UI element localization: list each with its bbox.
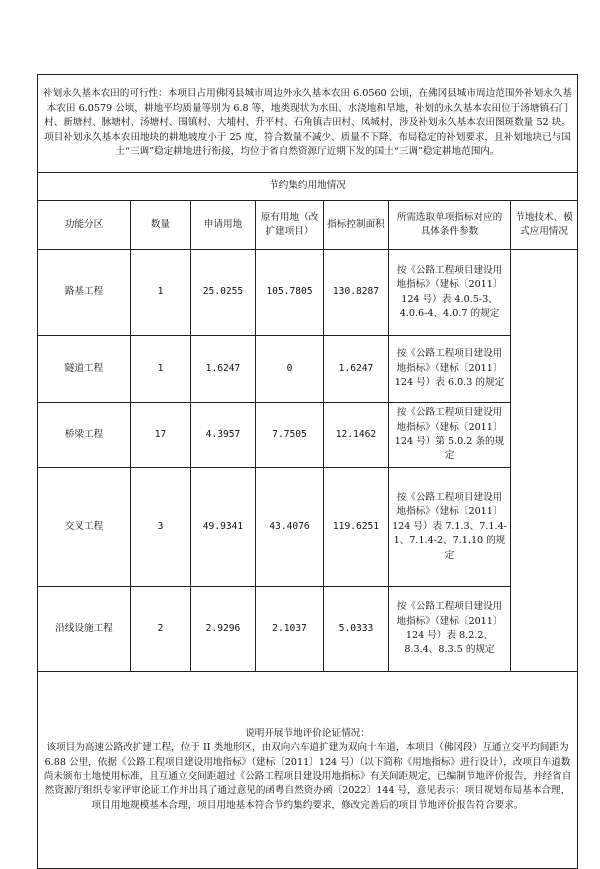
table-row: [38, 336, 578, 403]
existing-cell: 0: [256, 336, 324, 403]
header-qty: 数量: [131, 201, 191, 250]
existing-cell: 7.7505: [256, 403, 324, 468]
header-basis: 所需选取单项指标对应的具体条件参数: [389, 201, 511, 250]
zone-cell: 沿线设施工程: [38, 587, 131, 672]
control-cell: 5.0333: [324, 587, 389, 672]
note-title: 说明开展节地评价论证情况：: [245, 727, 370, 739]
qty-cell: 17: [131, 403, 191, 468]
header-applied: 申请用地: [191, 201, 256, 250]
section-title-row: [38, 173, 578, 201]
land-use-table: [37, 74, 578, 869]
control-cell: 1.6247: [324, 336, 389, 403]
header-control: 指标控制面积: [324, 201, 389, 250]
applied-cell: 2.9296: [191, 587, 256, 672]
existing-cell: 43.4076: [256, 468, 324, 587]
applied-cell: 1.6247: [191, 336, 256, 403]
intro-row: [38, 75, 578, 173]
zone-cell: 交叉工程: [38, 468, 131, 587]
applied-cell: 4.3957: [191, 403, 256, 468]
basis-cell: 按《公路工程项目建设用地指标》（建标〔2011〕124 号）表 7.1.3、7.1.4-1、7.1.4-2、7.1.10 的规定: [389, 468, 511, 587]
basis-cell: 按《公路工程项目建设用地指标》（建标〔2011〕124 号）第 5.0.2 条的规定: [389, 403, 511, 468]
control-cell: 130.8287: [324, 250, 389, 336]
control-cell: 119.6251: [324, 468, 389, 587]
table-row: [38, 403, 578, 468]
existing-cell: 2.1037: [256, 587, 324, 672]
basis-cell: 按《公路工程项目建设用地指标》（建标〔2011〕124 号）表 8.2.2、8.3.4、8.3.5 的规定: [389, 587, 511, 672]
basis-cell: 按《公路工程项目建设用地指标》（建标〔2011〕124 号）表 4.0.5-3、4.0.6-4、4.0.7 的规定: [389, 250, 511, 336]
intro-text: 补划永久基本农田的可行性：本项目占用佛冈县城市周边外永久基本农田 6.0560 公顷，在佛冈县城市周边范围外补划永久基本农田 6.0579 公顷，耕地平均质量等别为 6.8 等，地类现状为水田、水浇地和旱地，补划的永久基本农田位于汤塘镇石门村、新塘村、脉塘村、汤塘村、围镇村、大埔村、升平村、石角镇吉田村、凤城村，涉及补划永久基本农田图斑数量 52 块。项目补划永久基本农田地块的耕地坡度小于 25 度，符合数量不减少、质量不下降、布局稳定的补划要求，且补划地块已与国土“三调”稳定耕地进行衔接，均位于省自然资源厅近期下发的国土“三调”稳定耕地范围内。: [38, 75, 578, 173]
qty-cell: 1: [131, 250, 191, 336]
qty-cell: 3: [131, 468, 191, 587]
applied-cell: 49.9341: [191, 468, 256, 587]
note-row: [38, 672, 578, 869]
note-cell: [38, 672, 578, 869]
table-row: [38, 250, 578, 336]
table-header-row: [38, 201, 578, 250]
note-text: 该项目为高速公路改扩建工程，位于 II 类地形区，由双向六车道扩建为双向十车道，本项目（佛冈段）互通立交平均间距为 6.88 公里，依据《公路工程项目建设用地指标》（建标〔2011〕124 号）（以下简称《用地指标》进行设计），改项目车道数尚未颁布土地使用标准，且互通立交间距超过《公路工程项目建设用地指标》有关间距规定，已编制节地评价报告，并经省自然资源厅组织专家评审论证工作并出具了通过意见的函粤自然资办函〔2022〕144 号，意见表示：项目规划布局基本合理，项目用地规模基本合理，项目用地基本符合节约集约要求，修改完善后的项目节地评价报告符合要求。: [43, 742, 572, 811]
qty-cell: 2: [131, 587, 191, 672]
zone-cell: 路基工程: [38, 250, 131, 336]
zone-cell: 桥梁工程: [38, 403, 131, 468]
header-existing: 原有用地（改扩建项目）: [256, 201, 324, 250]
table-row: [38, 587, 578, 672]
basis-cell: 按《公路工程项目建设用地指标》（建标〔2011〕124 号）表 6.0.3 的规定: [389, 336, 511, 403]
header-zone: 功能分区: [38, 201, 131, 250]
header-tech: 节地技术、模式应用情况: [511, 201, 578, 250]
section-title: 节约集约用地情况: [38, 173, 578, 201]
document-sheet: [37, 74, 577, 869]
table-row: [38, 468, 578, 587]
existing-cell: 105.7805: [256, 250, 324, 336]
qty-cell: 1: [131, 336, 191, 403]
zone-cell: 隧道工程: [38, 336, 131, 403]
applied-cell: 25.0255: [191, 250, 256, 336]
tech-cell: [511, 250, 578, 672]
control-cell: 12.1462: [324, 403, 389, 468]
